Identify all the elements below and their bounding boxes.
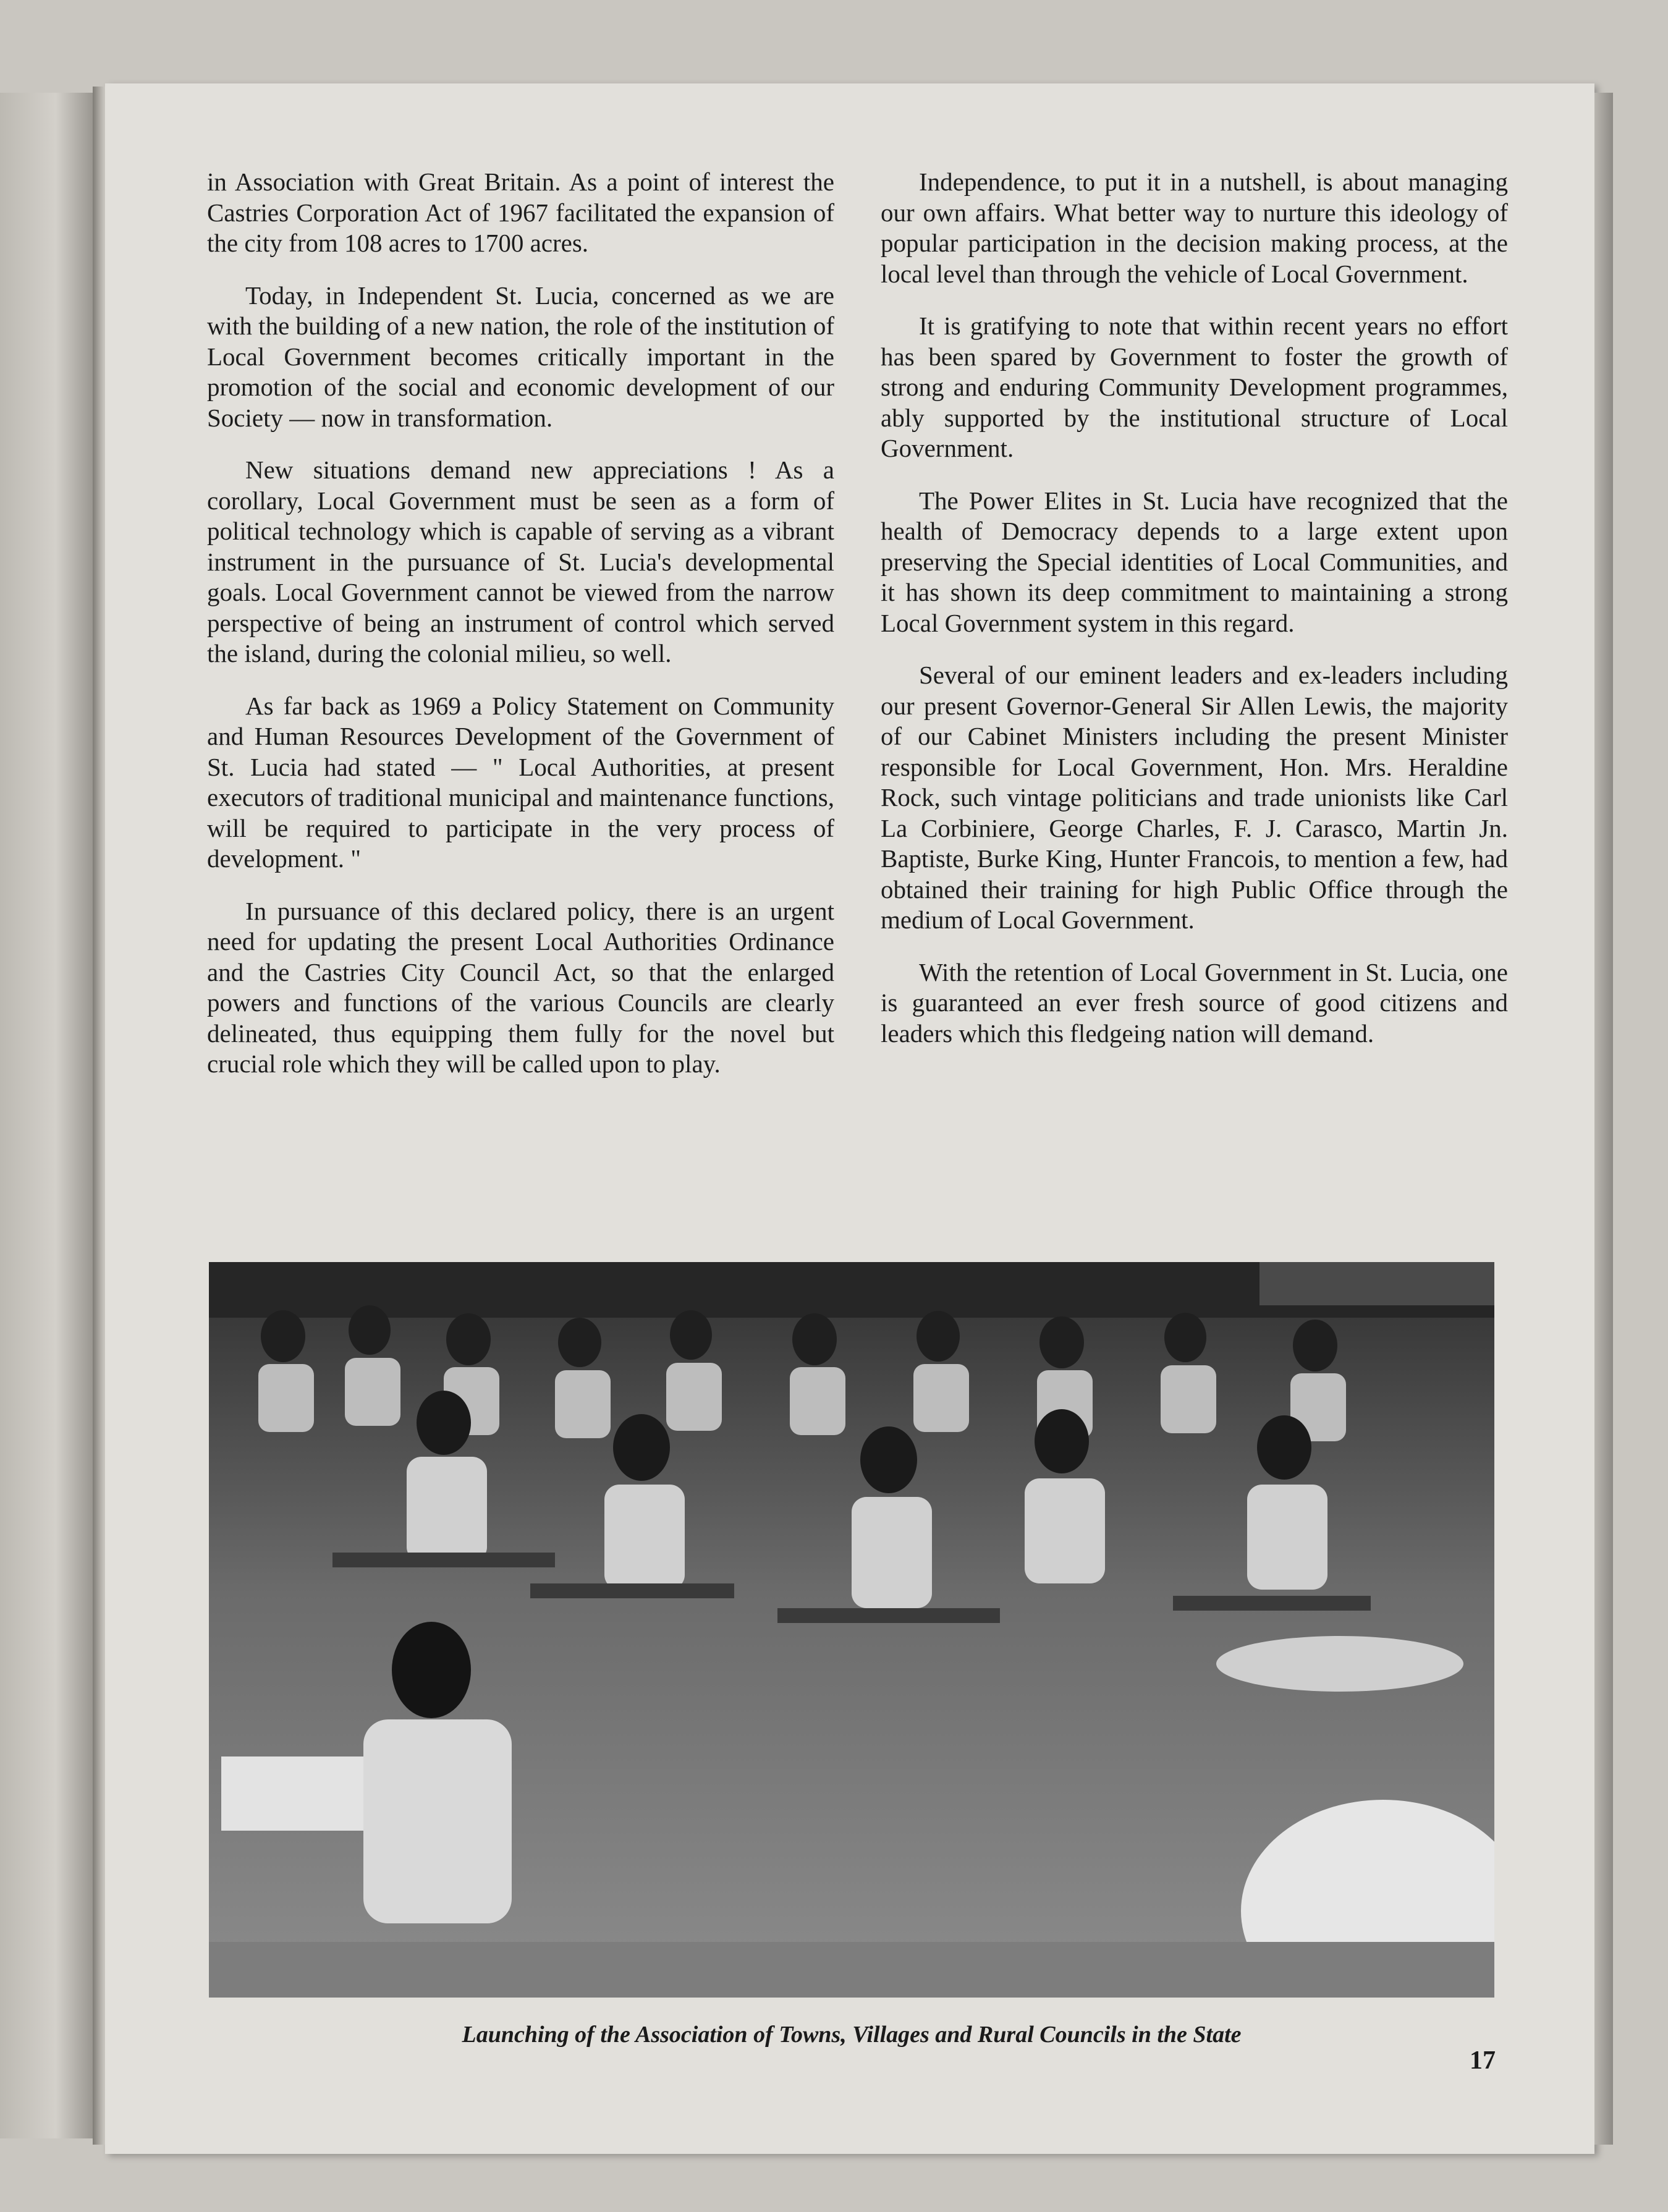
page-number: 17: [1470, 2046, 1496, 2075]
right-text-column: [881, 167, 1508, 1070]
paragraph: New situations demand new appreciations ! As a corollary, Local Government must be seen as a form of political technology which is capable of serving as a vibrant instrument in the pursuance of St. Lucia's developmental goals. Local Government cannot be viewed from the narrow perspective of being an instrument of control which served the island, during the colonial milieu, so well.: [207, 456, 834, 667]
paragraph: As far back as 1969 a Policy Statement on Community and Human Resources Development of the Government of St. Lucia had stated — " Local Authorities, at present executors of traditional municipal and maintenance functions, will be required to participate in the very process of development. ": [207, 691, 834, 873]
left-page-edge: [0, 93, 93, 2138]
paragraph: Today, in Independent St. Lucia, concerned as we are with the building of a new nation, the role of the institution of Local Government becomes critically important in the promotion of the social and economic development of our Society — now in transformation.: [207, 281, 834, 432]
left-text-column: [207, 167, 834, 1101]
photo-caption: Launching of the Association of Towns, Villages and Rural Councils in the State: [462, 2022, 1242, 2048]
paragraph: With the retention of Local Government in St. Lucia, one is guaranteed an ever fresh source of good citizens and leaders which this fledgeing nation will demand.: [881, 957, 1508, 1048]
paragraph: in Association with Great Britain. As a point of interest the Castries Corporation Act of 1967 facilitated the expansion of the city from 108 acres to 1700 acres.: [207, 167, 834, 257]
paragraph: It is gratifying to note that within recent years no effort has been spared by Government to foster the growth of strong and enduring Community Development programmes, ably supported by the institutional structure of Local Government.: [881, 311, 1508, 462]
paragraph: Several of our eminent leaders and ex-leaders including our present Governor-General Sir Allen Lewis, the majority of our Cabinet Ministers including the present Minister responsible for Local Government, Hon. Mrs. Heraldine Rock, such vintage politicians and trade unionists like Carl La Corbiniere, George Charles, F. J. Carasco, Martin Jn. Baptiste, Burke King, Hunter Francois, to mention a few, had obtained their training for high Public Office through the medium of Local Government.: [881, 661, 1508, 934]
page-stack-edge: [1594, 93, 1613, 2145]
paragraph: The Power Elites in St. Lucia have recognized that the health of Democracy depends to a large extent upon preserving the Special identities of Local Communities, and it has shown its deep commitment to maintaining a strong Local Government system in this regard.: [881, 486, 1508, 637]
paragraph: Independence, to put it in a nutshell, is about managing our own affairs. What better way to nurture this ideology of popular participation in the decision making process, at the local level than through the vehicle of Local Government.: [881, 167, 1508, 288]
paragraph: In pursuance of this declared policy, there is an urgent need for updating the present Local Authorities Ordinance and the Castries City Council Act, so that the enlarged powers and functions of the various Councils are clearly delineated, thus equipping them fully for the novel but crucial role which they will be called upon to play.: [207, 896, 834, 1078]
meeting-photo: [209, 1262, 1494, 1998]
book-spine: [93, 87, 106, 2145]
